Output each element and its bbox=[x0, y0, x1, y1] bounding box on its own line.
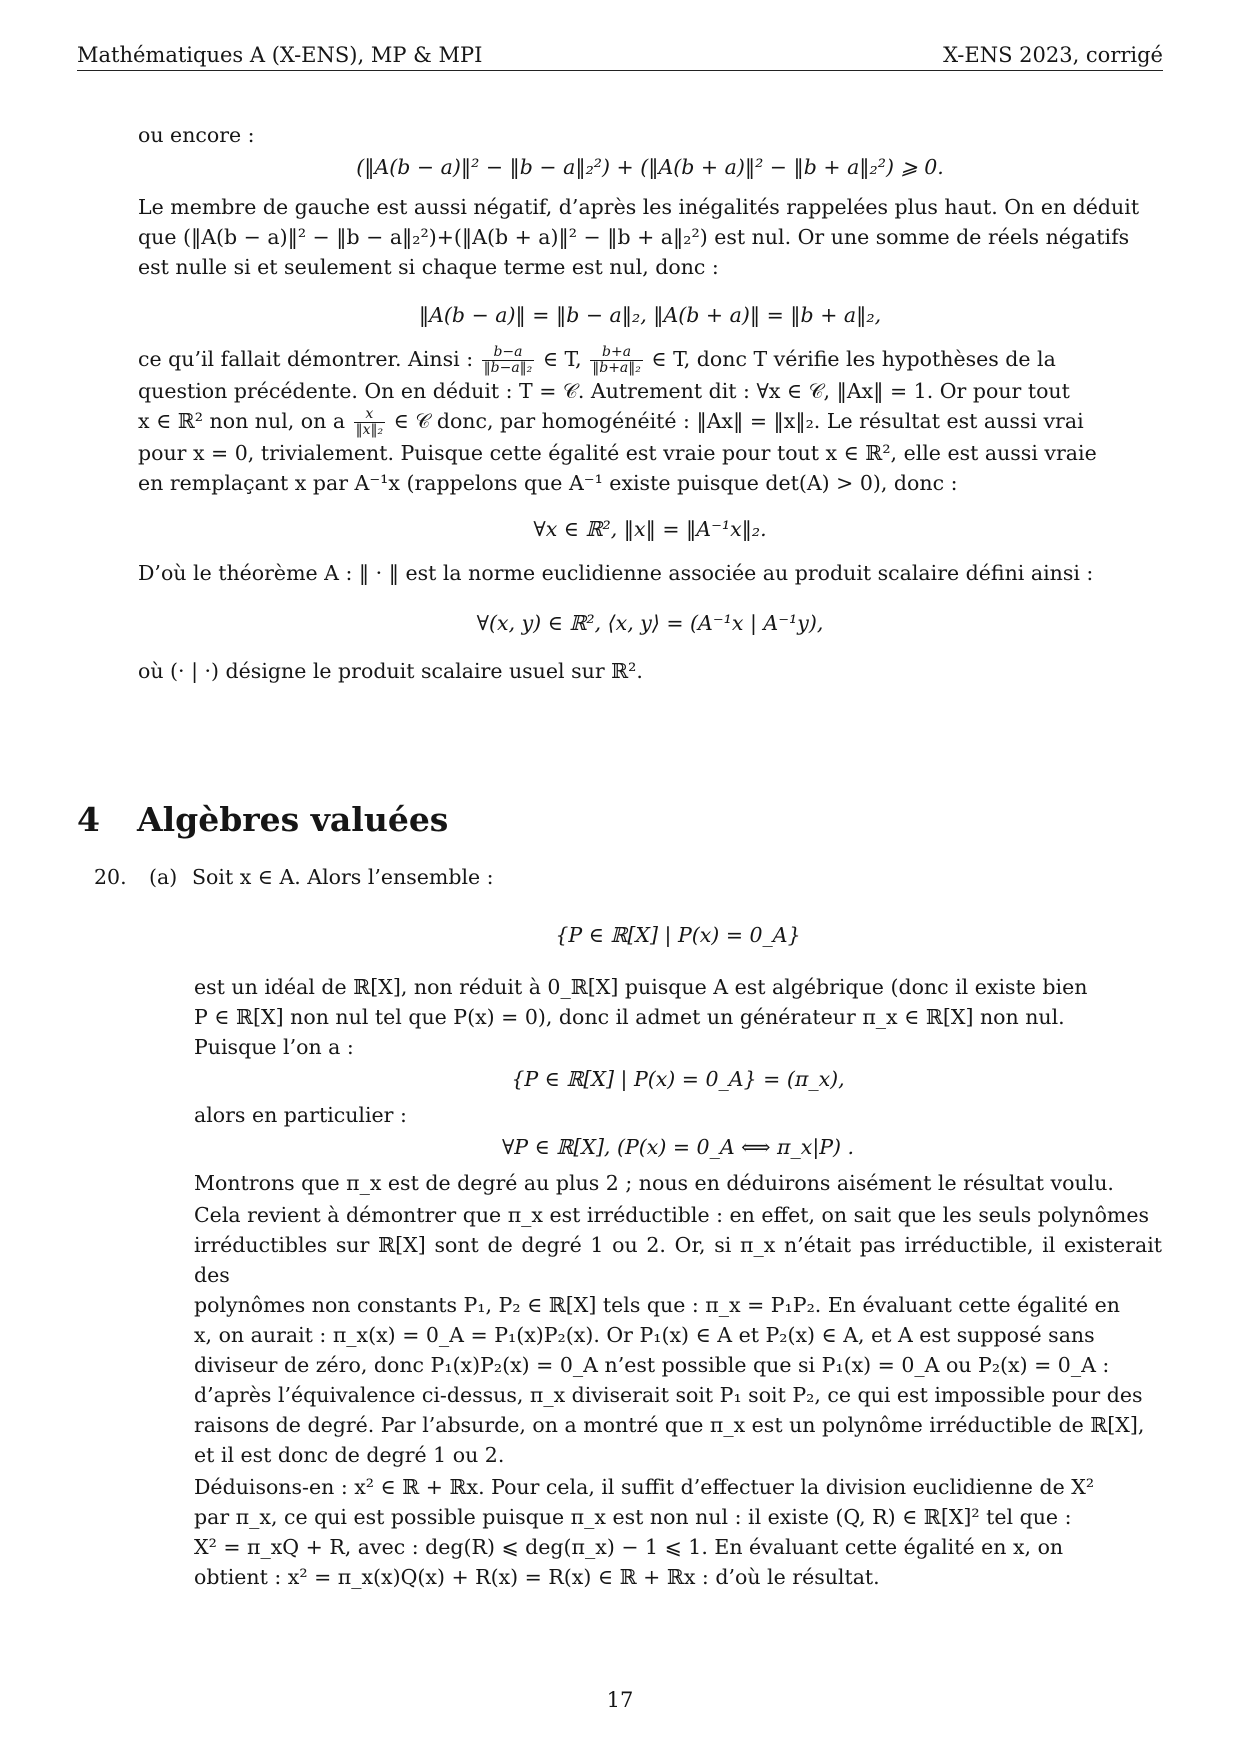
question-line-1: Soit x ∈ A. Alors l’ensemble : bbox=[192, 865, 494, 889]
paragraph-2-text-b: ∈ T, bbox=[542, 347, 582, 371]
fraction-x-over-norm bbox=[354, 407, 386, 438]
paragraph-line: obtient : x² = π_x(x)Q(x) + R(x) = R(x) ∈ ℝ + ℝx : d’où le résultat. bbox=[194, 1565, 880, 1589]
section-heading bbox=[77, 800, 448, 840]
paragraph-line: et il est donc de degré 1 ou 2. bbox=[194, 1443, 505, 1467]
running-header bbox=[77, 40, 1163, 71]
header-left: Mathématiques A (X-ENS), MP & MPI bbox=[77, 43, 483, 67]
equation-2: ‖A(b − a)‖ = ‖b − a‖₂, ‖A(b + a)‖ = ‖b + a‖₂, bbox=[418, 303, 882, 327]
paragraph-2-line-3 bbox=[138, 406, 1162, 438]
fraction-denominator: ‖b−a‖₂ bbox=[483, 360, 533, 376]
paragraph-line: d’après l’équivalence ci-dessus, π_x diviserait soit P₁ soit P₂, ce qui est impossible pour des bbox=[194, 1383, 1143, 1407]
paragraph-line: X² = π_xQ + R, avec : deg(R) ⩽ deg(π_x) − 1 ⩽ 1. En évaluant cette égalité en x, on bbox=[194, 1535, 1064, 1559]
answer-line-3: Puisque l’on a : bbox=[194, 1035, 354, 1059]
equation-3: ∀x ∈ ℝ², ‖x‖ = ‖A⁻¹x‖₂. bbox=[533, 517, 767, 541]
paragraph-1-line-3: est nulle si et seulement si chaque terme est nul, donc : bbox=[138, 255, 719, 279]
equation-7: ∀P ∈ ℝ[X], (P(x) = 0_A ⟺ π_x|P) . bbox=[501, 1135, 855, 1159]
question-label: 20. bbox=[94, 865, 127, 889]
top-content bbox=[138, 120, 1162, 686]
paragraph-2-line-5: en remplaçant x par A⁻¹x (rappelons que A⁻¹ existe puisque det(A) > 0), donc : bbox=[138, 471, 958, 495]
equation-6: {P ∈ ℝ[X] | P(x) = 0_A} = (π_x), bbox=[511, 1067, 845, 1091]
fraction-b-minus-a bbox=[482, 345, 535, 376]
answer-line-1: est un idéal de ℝ[X], non réduit à 0_ℝ[X] puisque A est algébrique (donc il existe bien bbox=[194, 975, 1088, 999]
division-paragraph bbox=[194, 1472, 1162, 1592]
paragraph-2-line-3-a: x ∈ ℝ² non nul, on a bbox=[138, 409, 346, 433]
paragraph-line: x, on aurait : π_x(x) = 0_A = P₁(x)P₂(x). Or P₁(x) ∈ A et P₂(x) ∈ A, et A est supposé sans bbox=[194, 1323, 1095, 1347]
fraction-numerator: x bbox=[354, 407, 386, 423]
paragraph-line: polynômes non constants P₁, P₂ ∈ ℝ[X] tels que : π_x = P₁P₂. En évaluant cette égalité en bbox=[194, 1293, 1120, 1317]
paragraph-line: irréductibles sur ℝ[X] sont de degré 1 ou 2. Or, si π_x n’était pas irréductible, il existerait des bbox=[194, 1233, 1162, 1287]
paragraph-1-line-2: que (‖A(b − a)‖² − ‖b − a‖₂²)+(‖A(b + a)‖² − ‖b + a‖₂²) est nul. Or une somme de réels négatifs bbox=[138, 225, 1130, 249]
paragraph-2-line-4: pour x = 0, trivialement. Puisque cette égalité est vraie pour tout x ∈ ℝ², elle est aussi vraie bbox=[138, 441, 1097, 465]
equation-5: {P ∈ ℝ[X] | P(x) = 0_A} bbox=[555, 923, 801, 947]
paragraph-line: Cela revient à démontrer que π_x est irréductible : en effet, on sait que les seuls polynômes bbox=[194, 1203, 1150, 1227]
fraction-denominator: ‖b+a‖₂ bbox=[592, 360, 641, 376]
irreducibility-paragraph bbox=[194, 1200, 1162, 1470]
header-right: X-ENS 2023, corrigé bbox=[943, 43, 1163, 67]
paragraph-2-text-a: ce qu’il fallait démontrer. Ainsi : bbox=[138, 347, 474, 371]
paragraph-line: Déduisons-en : x² ∈ ℝ + ℝx. Pour cela, il suffit d’effectuer la division euclidienne de X² bbox=[194, 1475, 1095, 1499]
paragraph-2-line-1 bbox=[138, 344, 1162, 376]
paragraph-line: diviseur de zéro, donc P₁(x)P₂(x) = 0_A n’est possible que si P₁(x) = 0_A ou P₂(x) = 0_A : bbox=[194, 1353, 1110, 1377]
section-number: 4 bbox=[77, 800, 100, 839]
fraction-b-plus-a bbox=[590, 345, 643, 376]
page-number: 17 bbox=[606, 1688, 634, 1712]
paragraph-2-line-3-b: ∈ 𝒞 donc, par homogénéité : ‖Ax‖ = ‖x‖₂. Le résultat est aussi vrai bbox=[393, 409, 1084, 433]
paragraph-2-text-c: ∈ T, donc T vérifie les hypothèses de la bbox=[651, 347, 1056, 371]
section-title: Algèbres valuées bbox=[137, 800, 449, 839]
paragraph-3: D’où le théorème A : ‖ · ‖ est la norme euclidienne associée au produit scalaire défini ainsi : bbox=[138, 561, 1094, 585]
intro-text: ou encore : bbox=[138, 123, 255, 147]
equation-4: ∀(x, y) ∈ ℝ², ⟨x, y⟩ = (A⁻¹x | A⁻¹y), bbox=[476, 611, 824, 635]
fraction-numerator: b+a bbox=[590, 345, 643, 361]
fraction-numerator: b−a bbox=[482, 345, 535, 361]
paragraph-line: par π_x, ce qui est possible puisque π_x est non nul : il existe (Q, R) ∈ ℝ[X]² tel que : bbox=[194, 1505, 1072, 1529]
answer-line-5: Montrons que π_x est de degré au plus 2 ; nous en déduirons aisément le résultat voulu. bbox=[194, 1171, 1114, 1195]
paragraph-line: raisons de degré. Par l’absurde, on a montré que π_x est un polynôme irréductible de ℝ[X], bbox=[194, 1413, 1145, 1437]
answer-line-2: P ∈ ℝ[X] non nul tel que P(x) = 0), donc il admet un générateur π_x ∈ ℝ[X] non nul. bbox=[194, 1005, 1065, 1029]
paragraph-2-line-2: question précédente. On en déduit : T = 𝒞. Autrement dit : ∀x ∈ 𝒞, ‖Ax‖ = 1. Or pour tout bbox=[138, 379, 1070, 403]
question-sublabel: (a) bbox=[149, 865, 178, 889]
answer-block bbox=[194, 972, 1162, 1592]
paragraph-1-line-1: Le membre de gauche est aussi négatif, d’après les inégalités rappelées plus haut. On en déduit bbox=[138, 195, 1140, 219]
answer-line-4: alors en particulier : bbox=[194, 1103, 407, 1127]
paragraph-4: où (· | ·) désigne le produit scalaire usuel sur ℝ². bbox=[138, 659, 643, 683]
fraction-denominator: ‖x‖₂ bbox=[355, 422, 384, 438]
equation-1: (‖A(b − a)‖² − ‖b − a‖₂²) + (‖A(b + a)‖² − ‖b + a‖₂²) ⩾ 0. bbox=[356, 155, 944, 179]
